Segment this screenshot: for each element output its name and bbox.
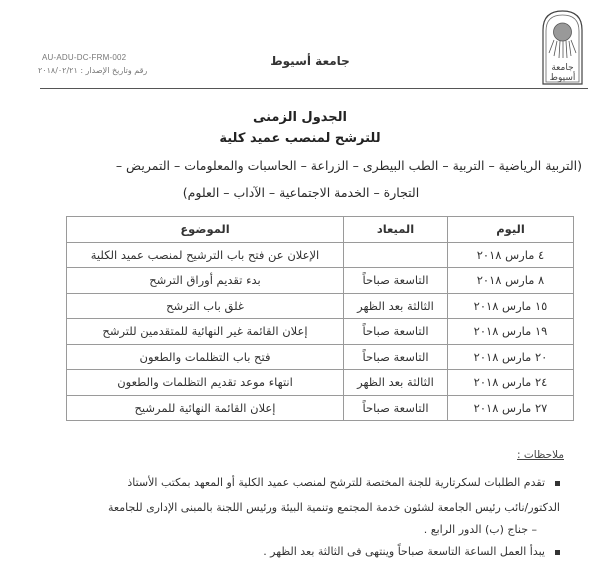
table-row [67, 268, 574, 294]
table-header-row [67, 217, 574, 243]
cell-subject: غلق باب الترشح [67, 293, 344, 319]
bullet-icon [555, 481, 560, 486]
svg-text:أسيوط: أسيوط [549, 73, 576, 83]
cell-day: ٤ مارس ٢٠١٨ [448, 242, 574, 268]
cell-day: ٢٠ مارس ٢٠١٨ [448, 344, 574, 370]
header-day: اليوم [448, 217, 574, 243]
issue-date-value: ٢٠١٨/٠٢/٢١ [38, 66, 78, 75]
header-time: الميعاد [344, 217, 448, 243]
note-item-1 [20, 470, 560, 520]
cell-time: التاسعة صباحاً [344, 319, 448, 345]
cell-day: ٨ مارس ٢٠١٨ [448, 268, 574, 294]
table-row [67, 242, 574, 268]
university-name: جامعة أسيوط [270, 54, 350, 68]
schedule-table [66, 216, 574, 421]
cell-time: الثالثة بعد الظهر [344, 370, 448, 396]
header-divider [40, 88, 588, 89]
cell-time: التاسعة صباحاً [344, 395, 448, 421]
issue-date-label: رقم وتاريخ الإصدار : [80, 66, 148, 75]
bullet-icon [555, 550, 560, 555]
note-1-line-3: – جناج (ب) الدور الرابع . [423, 523, 537, 536]
svg-text:جامعة: جامعة [551, 63, 574, 73]
cell-subject: الإعلان عن فتح باب الترشيح لمنصب عميد الكلية [67, 242, 344, 268]
note-1-line-1 [20, 470, 560, 495]
cell-subject: انتهاء موعد تقديم التظلمات والطعون [67, 370, 344, 396]
cell-time: التاسعة صباحاً [344, 268, 448, 294]
cell-day: ٢٤ مارس ٢٠١٨ [448, 370, 574, 396]
cell-time [344, 242, 448, 268]
cell-day: ١٥ مارس ٢٠١٨ [448, 293, 574, 319]
note-item-2 [263, 545, 560, 558]
table-row [67, 344, 574, 370]
table-row [67, 395, 574, 421]
cell-day: ٢٧ مارس ٢٠١٨ [448, 395, 574, 421]
table-row [67, 370, 574, 396]
cell-subject: بدء تقديم أوراق الترشح [67, 268, 344, 294]
notes-title: ملاحظات : [517, 449, 564, 461]
colleges-list-line1: (التربية الرياضية – التربية – الطب البيطرى – الزراعة – الحاسبات والمعلومات – التمريض – [115, 158, 582, 173]
form-code: AU-ADU-DC-FRM-002 [42, 53, 127, 62]
colleges-list-line2: التجارة – الخدمة الاجتماعية – الآداب – العلوم) [182, 185, 420, 200]
table-row [67, 319, 574, 345]
cell-day: ١٩ مارس ٢٠١٨ [448, 319, 574, 345]
cell-subject: فتح باب التظلمات والطعون [67, 344, 344, 370]
note-1-line-2: الدكتور/نائب رئيس الجامعة لشئون خدمة المجتمع وتنمية البيئة ورئيس اللجنة بالمبنى الإدارى للجامعة [108, 501, 560, 514]
table-row [67, 293, 574, 319]
note-1-text-1: تقدم الطلبات لسكرتارية للجنة المختصة للترشح لمنصب عميد الكلية أو المعهد بمكتب الأستاذ [127, 476, 545, 489]
cell-subject: إعلان القائمة النهائية للمرشيح [67, 395, 344, 421]
header-subject: الموضوع [67, 217, 344, 243]
cell-time: التاسعة صباحاً [344, 344, 448, 370]
university-logo [540, 8, 585, 86]
issue-date [38, 66, 147, 75]
document-title: الجدول الزمنى [252, 110, 348, 125]
note-2-text: يبدأ العمل الساعة التاسعة صباحاً وينتهى فى الثالثة بعد الظهر . [263, 545, 545, 558]
cell-time: الثالثة بعد الظهر [344, 293, 448, 319]
document-subtitle: للترشح لمنصب عميد كلية [219, 131, 381, 146]
cell-subject: إعلان القائمة غير النهائية للمتقدمين للترشح [67, 319, 344, 345]
